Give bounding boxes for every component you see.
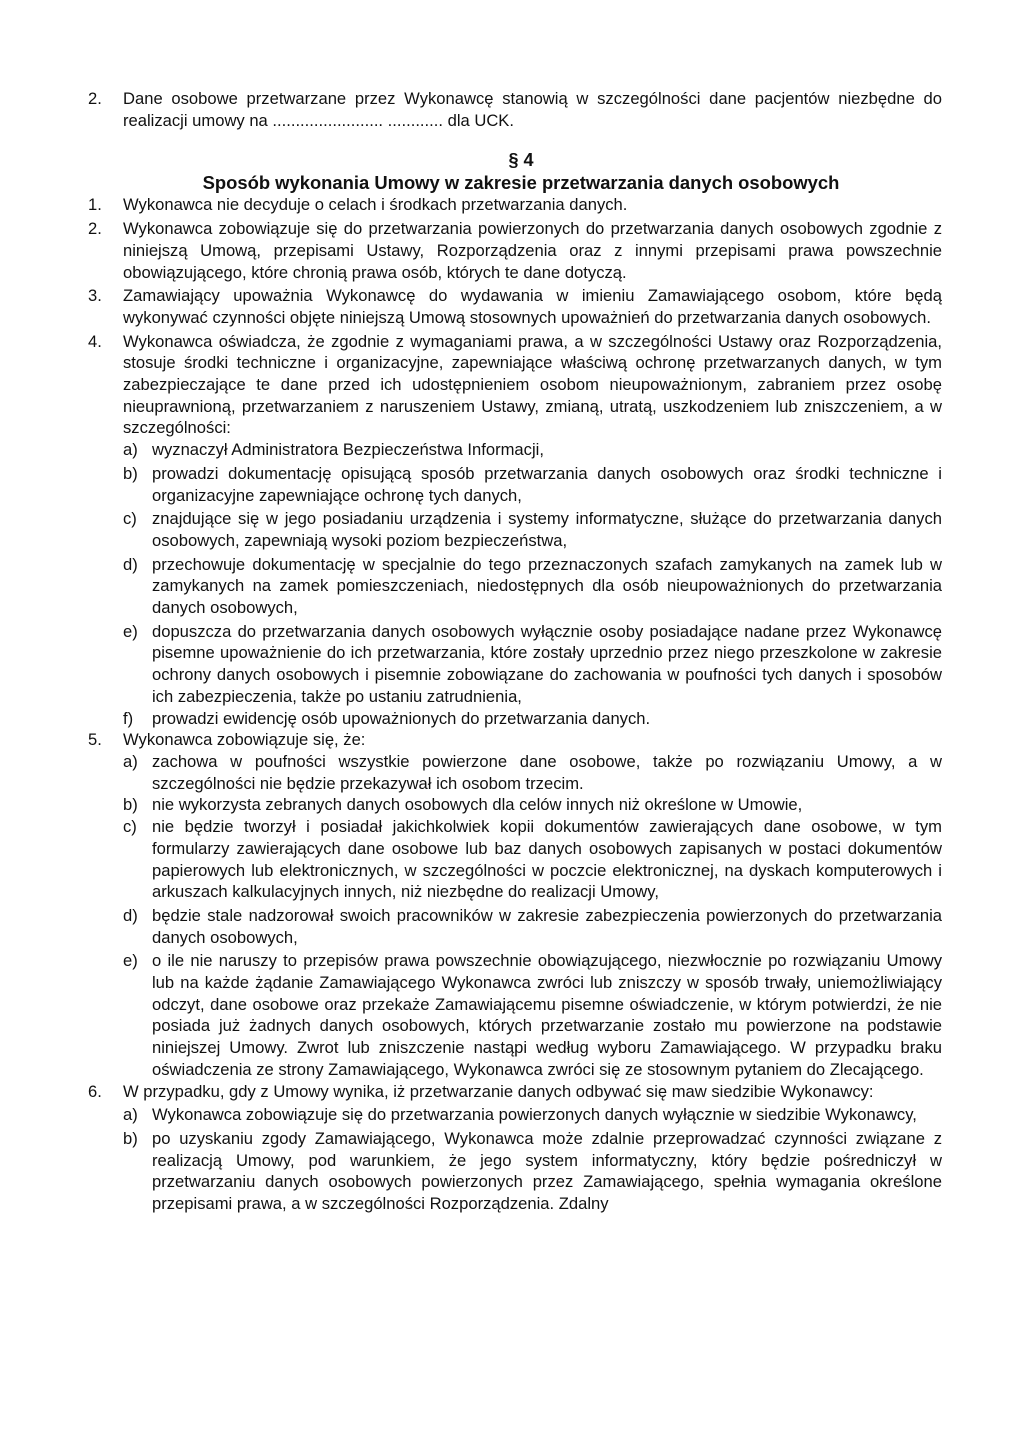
item-number: 4. xyxy=(88,331,102,351)
item4-sub-a xyxy=(88,439,942,461)
item5-sub-a xyxy=(88,751,942,794)
sub-letter: b) xyxy=(123,795,138,815)
item4-sub-b xyxy=(88,463,942,506)
sub-letter: a) xyxy=(123,751,138,771)
section4-item-1 xyxy=(88,194,942,216)
sub-text: będzie stale nadzorował swoich pracowników w zakresie zabezpieczenia powierzonych do przetwarzania danych osobowych, xyxy=(152,905,942,947)
item-text: Wykonawca zobowiązuje się, że: xyxy=(123,730,366,750)
section4-item-2 xyxy=(88,218,942,283)
item-text: Wykonawca zobowiązuje się do przetwarzania powierzonych do przetwarzania danych osobowych zgodnie z niniejszą Umową, przepisami Ustawy, Rozporządzenia oraz z innymi przepisami prawa powszechnie obowiązującego, które chronią prawa osób, których te dane dotyczą. xyxy=(123,219,942,282)
sub-text: znajdujące się w jego posiadaniu urządzenia i systemy informatyczne, służące do przetwarzania danych osobowych, zapewniają wysoki poziom bezpieczeństwa, xyxy=(152,509,942,550)
sub-text: po uzyskaniu zgody Zamawiającego, Wykonawca może zdalnie przeprowadzać czynności związane z realizacją Umowy, pod warunkiem, że jego system informatyczny, który będzie pośredniczył w przetwarzaniu danych osobowych powierzonych przez Zamawiającego, spełnia wymagania określone przepisami prawa, a w szczególności Rozporządzenia. Zdalny xyxy=(152,1128,942,1214)
item-number: 2. xyxy=(88,219,102,239)
item5-sub-c xyxy=(88,816,942,903)
section-title: Sposób wykonania Umowy w zakresie przetwarzania danych osobowych xyxy=(202,172,840,194)
sub-letter: a) xyxy=(123,440,138,460)
item5-sub-d xyxy=(88,905,942,948)
section4-item-5 xyxy=(88,729,942,751)
sub-letter: f) xyxy=(123,708,134,728)
sub-text: nie będzie tworzył i posiadał jakichkolwiek kopii dokumentów zawierających dane osobowe, w tym formularzy zawierających dane osobowe lub baz danych osobowych zapisanych w postaci dokumentów papierowych lub elektronicznych, w szczególności w poczcie elektronicznej, na dyskach komputerowych i arkuszach kalkulacyjnych innych, niż niezbędne do realizacji Umowy, xyxy=(152,817,942,902)
sub-letter: e) xyxy=(123,621,138,641)
sub-letter: d) xyxy=(123,554,138,574)
section4-item-4 xyxy=(88,331,942,440)
clause-number: 2. xyxy=(88,89,102,108)
sub-text: przechowuje dokumentację w specjalnie do tego przeznaczonych szafach zamykanych na zamek lub w zamykanych na zamek pomieszczeniach, niedostępnych dla osób nieupoważnionych do przetwarzania danych osobowych, xyxy=(152,554,942,618)
sub-letter: e) xyxy=(123,951,138,971)
item-number: 3. xyxy=(88,286,102,306)
sub-text: Wykonawca zobowiązuje się do przetwarzania powierzonych danych wyłącznie w siedzibie Wykonawcy, xyxy=(152,1105,917,1125)
sub-letter: c) xyxy=(123,509,137,529)
sub-text: prowadzi dokumentację opisującą sposób przetwarzania danych osobowych oraz środki techniczne i organizacyjne zapewniające ochronę tych danych, xyxy=(152,463,942,505)
item-number: 5. xyxy=(88,730,102,750)
item6-sub-b xyxy=(88,1128,942,1215)
sub-text: prowadzi ewidencję osób upoważnionych do przetwarzania danych. xyxy=(152,708,651,728)
sub-text: zachowa w poufności wszystkie powierzone dane osobowe, także po rozwiązaniu Umowy, a w szczególności nie będzie przekazywał ich osobom trzecim. xyxy=(152,751,942,793)
clause-text: Dane osobowe przetwarzane przez Wykonawcę stanowią w szczególności dane pacjentów niezbędne do realizacji umowy na ........................ ............ dla UCK. xyxy=(123,89,942,130)
item-text: W przypadku, gdy z Umowy wynika, iż przetwarzanie danych odbywać się maw siedzibie Wykonawcy: xyxy=(123,1081,874,1101)
item-text: Wykonawca oświadcza, że zgodnie z wymaganiami prawa, a w szczególności Ustawy oraz Rozporządzenia, stosuje środki techniczne i organizacyjne, zapewniające właściwą ochronę przetwarzanych danych, w tym zabezpieczające te dane przed ich udostępnieniem osobom nieupoważnionym, zabraniem przez osobę nieuprawnioną, przetwarzaniem z naruszeniem Ustawy, zmianą, utratą, uszkodzeniem lub zniszczeniem, a w szczególności: xyxy=(123,331,942,438)
item4-sub-d xyxy=(88,554,942,619)
sub-text: o ile nie naruszy to przepisów prawa powszechnie obowiązującego, niezwłocznie po rozwiązaniu Umowy lub na każde żądanie Zamawiającego Wykonawca zwróci lub zniszczy w sposób trwały, uniemożliwiający odczyt, dane osobowe oraz przekaże Zamawiającemu pisemne oświadczenie, w którym potwierdzi, że nie posiada już żadnych danych osobowych, których przetwarzanie zostało mu powierzone na podstawie niniejszej Umowy. Zwrot lub zniszczenie nastąpi według wyboru Zamawiającego. W przypadku braku oświadczenia ze strony Zamawiającego, Wykonawca zwróci się ze stosownym pytaniem do Zlecającego. xyxy=(152,951,942,1079)
sub-letter: a) xyxy=(123,1105,138,1125)
section4-item-6 xyxy=(88,1081,942,1103)
item-number: 1. xyxy=(88,195,102,215)
sub-letter: c) xyxy=(123,817,137,837)
item5-sub-e xyxy=(88,950,942,1080)
section-symbol: § 4 xyxy=(508,150,534,171)
item5-sub-b xyxy=(88,794,942,816)
item4-sub-c xyxy=(88,508,942,551)
sub-letter: b) xyxy=(123,463,138,483)
section-heading xyxy=(88,148,942,194)
sub-text: dopuszcza do przetwarzania danych osobowych wyłącznie osoby posiadające nadane przez Wykonawcę pisemne upoważnienie do ich przetwarzania, które zostały uprzednio przez niego przeszkolone w zakresie ochrony danych osobowych i pisemnie zobowiązane do zachowania w poufności tych danych i sposobów ich zabezpieczenia, także po ustaniu zatrudnienia, xyxy=(152,621,942,706)
section4-item-3 xyxy=(88,285,942,328)
sub-text: wyznaczył Administratora Bezpieczeństwa Informacji, xyxy=(152,440,544,460)
item-text: Wykonawca nie decyduje o celach i środkach przetwarzania danych. xyxy=(123,195,628,215)
item-number: 6. xyxy=(88,1081,102,1101)
item4-sub-f xyxy=(88,708,942,730)
item4-sub-e xyxy=(88,621,942,708)
sub-letter: d) xyxy=(123,905,138,925)
clause-2-personal-data xyxy=(88,88,942,131)
sub-text: nie wykorzysta zebranych danych osobowych dla celów innych niż określone w Umowie, xyxy=(152,795,803,815)
item-text: Zamawiający upoważnia Wykonawcę do wydawania w imieniu Zamawiającego osobom, które będą wykonywać czynności objęte niniejszą Umową stosownych upoważnień do przetwarzania danych osobowych. xyxy=(123,286,942,327)
item6-sub-a xyxy=(88,1104,942,1126)
sub-letter: b) xyxy=(123,1128,138,1148)
